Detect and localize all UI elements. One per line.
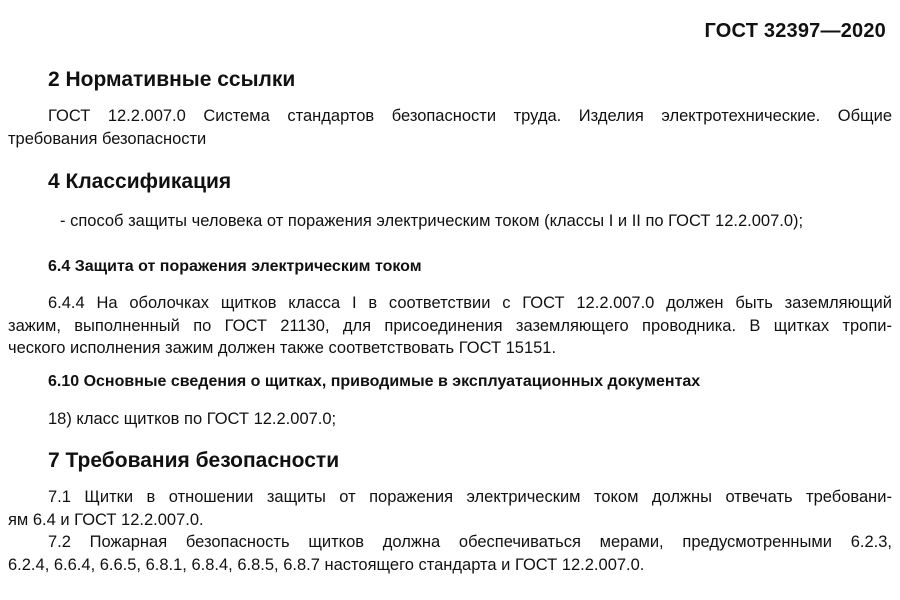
section-7-2-line-1: 7.2 Пожарная безопасность щитков должна обеспечиваться мерами, предусмотренными 6.2.3, — [48, 533, 892, 551]
section-4-item-text: - способ защиты человека от поражения электрическим током (классы I и II по ГОСТ 12.2.007.0); — [60, 212, 804, 230]
section-6-4-line-1: 6.4.4 На оболочках щитков класса I в соответствии с ГОСТ 12.2.007.0 должен быть заземляющий — [48, 294, 892, 312]
section-2-paragraph — [8, 105, 892, 150]
section-2-line-1: ГОСТ 12.2.007.0 Система стандартов безопасности труда. Изделия электротехнические. Общие — [48, 107, 892, 125]
section-4-heading: 4 Классификация — [48, 170, 232, 193]
section-7-heading: 7 Требования безопасности — [48, 449, 340, 472]
section-7-1-line-2: ям 6.4 и ГОСТ 12.2.007.0. — [8, 510, 204, 529]
section-6-10-item-text: 18) класс щитков по ГОСТ 12.2.007.0; — [48, 410, 337, 428]
section-6-4-line-3: ческого исполнения зажим должен также соответствовать ГОСТ 15151. — [8, 339, 557, 357]
section-2-line-2: требования безопасности — [8, 129, 207, 148]
section-4-item — [8, 210, 892, 233]
section-7-paragraphs — [8, 486, 892, 576]
document-number: ГОСТ 32397—2020 — [704, 20, 886, 42]
section-6-10-heading: 6.10 Основные сведения о щитках, приводимые в эксплуатационных документах — [48, 373, 701, 390]
section-2-heading: 2 Нормативные ссылки — [48, 68, 296, 91]
section-6-4-paragraph — [8, 292, 892, 360]
section-6-4-heading: 6.4 Защита от поражения электрическим током — [48, 258, 422, 275]
section-7-1-line-1: 7.1 Щитки в отношении защиты от поражения электрическим током должны отвечать требовани- — [48, 488, 892, 506]
section-6-4-line-2: зажим, выполненный по ГОСТ 21130, для присоединения заземляющего проводника. В щитках тропи- — [8, 316, 892, 335]
section-7-2-line-2: 6.2.4, 6.6.4, 6.6.5, 6.8.1, 6.8.4, 6.8.5, 6.8.7 настоящего стандарта и ГОСТ 12.2.007.0. — [8, 555, 645, 574]
section-6-10-item — [8, 408, 892, 431]
